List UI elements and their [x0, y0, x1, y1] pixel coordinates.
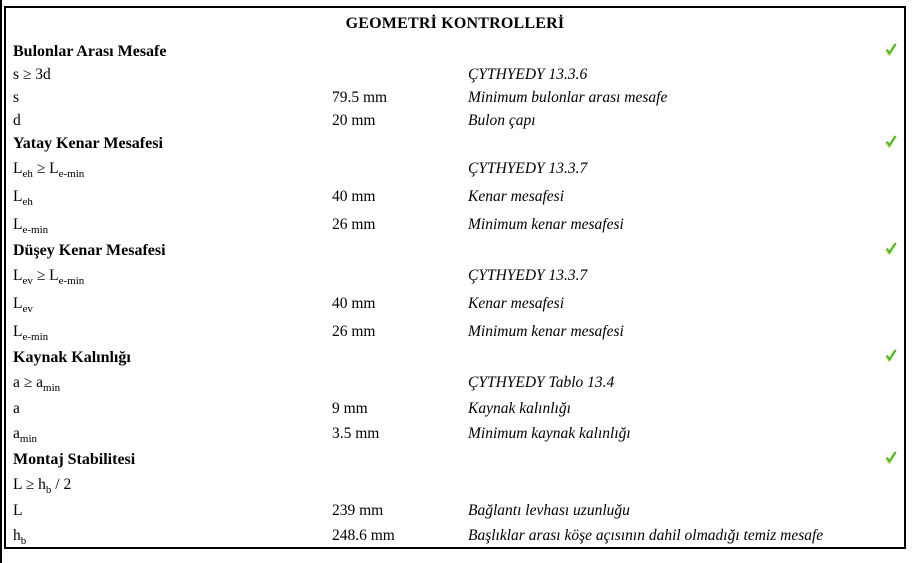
symbol-text: ≥ L [32, 267, 59, 284]
geometry-checks-frame [4, 6, 906, 549]
row-description: Kenar mesafesi [468, 188, 565, 205]
symbol-subscript: eh [22, 168, 33, 181]
symbol-text: h [13, 527, 21, 544]
symbol-text: L ≥ h [13, 476, 46, 493]
row-description: Minimum kenar mesafesi [468, 323, 624, 340]
row-label [13, 295, 332, 316]
symbol-text: L [13, 216, 23, 233]
check-row [6, 155, 904, 183]
check-row [6, 86, 904, 109]
row-description: Bulon çapı [468, 111, 536, 129]
checks-table [6, 40, 904, 550]
section-heading: Kaynak Kalınlığı [13, 348, 131, 366]
symbol-text: L [13, 323, 23, 340]
row-label [13, 66, 332, 84]
row-label [13, 160, 332, 181]
symbol-text: L [13, 267, 23, 284]
symbol-text: a [13, 425, 20, 442]
check-pass-icon [884, 348, 898, 367]
check-pass-icon [884, 241, 898, 260]
check-row [6, 183, 904, 211]
row-description: Başlıklar arası köşe açısının dahil olmadığı temiz mesafe [468, 527, 824, 544]
row-description: Minimum kenar mesafesi [468, 216, 624, 233]
symbol-subscript: ev [22, 275, 33, 288]
row-label [13, 476, 332, 497]
row-label [13, 374, 332, 395]
check-pass-icon [884, 134, 898, 153]
symbol-subscript: e-min [22, 331, 49, 344]
section-heading: Düşey Kenar Mesafesi [13, 241, 166, 259]
section-heading-row [6, 40, 904, 63]
section-heading-row [6, 346, 904, 369]
section-heading-row [6, 239, 904, 262]
check-row [6, 211, 904, 239]
symbol-text: / 2 [51, 476, 72, 493]
symbol-text: L [13, 501, 23, 519]
symbol-subscript: e-min [58, 168, 85, 181]
check-row [6, 420, 904, 448]
row-label [13, 188, 332, 209]
check-row [6, 262, 904, 290]
symbol-subscript: e-min [58, 275, 85, 288]
row-description: ÇYTHYEDY Tablo 13.4 [468, 374, 615, 391]
symbol-subscript: min [43, 382, 61, 395]
row-label [13, 267, 332, 288]
check-row [6, 63, 904, 86]
check-pass-icon [884, 42, 898, 61]
row-description: Bağlantı levhası uzunluğu [468, 501, 630, 519]
symbol-text: a [13, 399, 20, 417]
symbol-subscript: b [45, 484, 52, 497]
row-description: Kaynak kalınlığı [468, 399, 571, 417]
row-description: ÇYTHYEDY 13.3.7 [468, 267, 588, 284]
row-description: Minimum bulonlar arası mesafe [468, 88, 668, 106]
section-status [872, 348, 898, 367]
row-label [13, 400, 332, 418]
row-description: Kenar mesafesi [468, 295, 565, 312]
title-row [6, 8, 904, 40]
section-status [872, 241, 898, 260]
row-label [13, 425, 332, 446]
row-value: 239 mm [332, 501, 384, 519]
symbol-text: ≥ L [32, 160, 59, 177]
symbol-subscript: eh [22, 196, 33, 209]
check-row [6, 397, 904, 420]
row-value: 26 mm [332, 323, 376, 340]
section-heading-row [6, 132, 904, 155]
row-value: 26 mm [332, 216, 376, 233]
row-description: ÇYTHYEDY 13.3.7 [468, 160, 588, 177]
row-description: ÇYTHYEDY 13.3.6 [468, 65, 588, 83]
row-label [13, 89, 332, 107]
row-value: 248.6 mm [332, 527, 395, 544]
symbol-subscript: min [19, 433, 38, 446]
left-edge-rule [0, 0, 2, 563]
row-value: 79.5 mm [332, 88, 388, 106]
report-title: GEOMETRİ KONTROLLERİ [345, 15, 565, 32]
symbol-text: L [13, 295, 23, 312]
section-heading: Bulonlar Arası Mesafe [13, 42, 167, 60]
symbol-text: s ≥ 3d [13, 65, 51, 83]
section-heading-row [6, 448, 904, 471]
section-heading: Montaj Stabilitesi [13, 450, 136, 468]
row-value: 3.5 mm [332, 425, 380, 442]
row-value: 20 mm [332, 111, 376, 129]
section-status [872, 134, 898, 153]
row-label [13, 112, 332, 130]
symbol-subscript: e-min [22, 224, 49, 237]
check-row [6, 318, 904, 346]
check-row [6, 471, 904, 499]
symbol-text: L [13, 160, 23, 177]
row-label [13, 323, 332, 344]
row-value: 40 mm [332, 188, 376, 205]
section-status [872, 450, 898, 469]
check-row [6, 522, 904, 550]
symbol-subscript: ev [22, 303, 33, 316]
symbol-subscript: b [20, 535, 27, 548]
row-value: 40 mm [332, 295, 376, 312]
check-row [6, 290, 904, 318]
check-row [6, 369, 904, 397]
row-label [13, 527, 332, 548]
symbol-text: d [13, 111, 21, 129]
row-value: 9 mm [332, 399, 368, 417]
check-row [6, 109, 904, 132]
section-status [872, 42, 898, 61]
symbol-text: a ≥ a [13, 374, 44, 391]
row-label [13, 216, 332, 237]
row-description: Minimum kaynak kalınlığı [468, 425, 631, 442]
check-row [6, 499, 904, 522]
row-label [13, 502, 332, 520]
symbol-text: s [13, 88, 20, 106]
check-pass-icon [884, 450, 898, 469]
section-heading: Yatay Kenar Mesafesi [13, 134, 163, 152]
symbol-text: L [13, 188, 23, 205]
